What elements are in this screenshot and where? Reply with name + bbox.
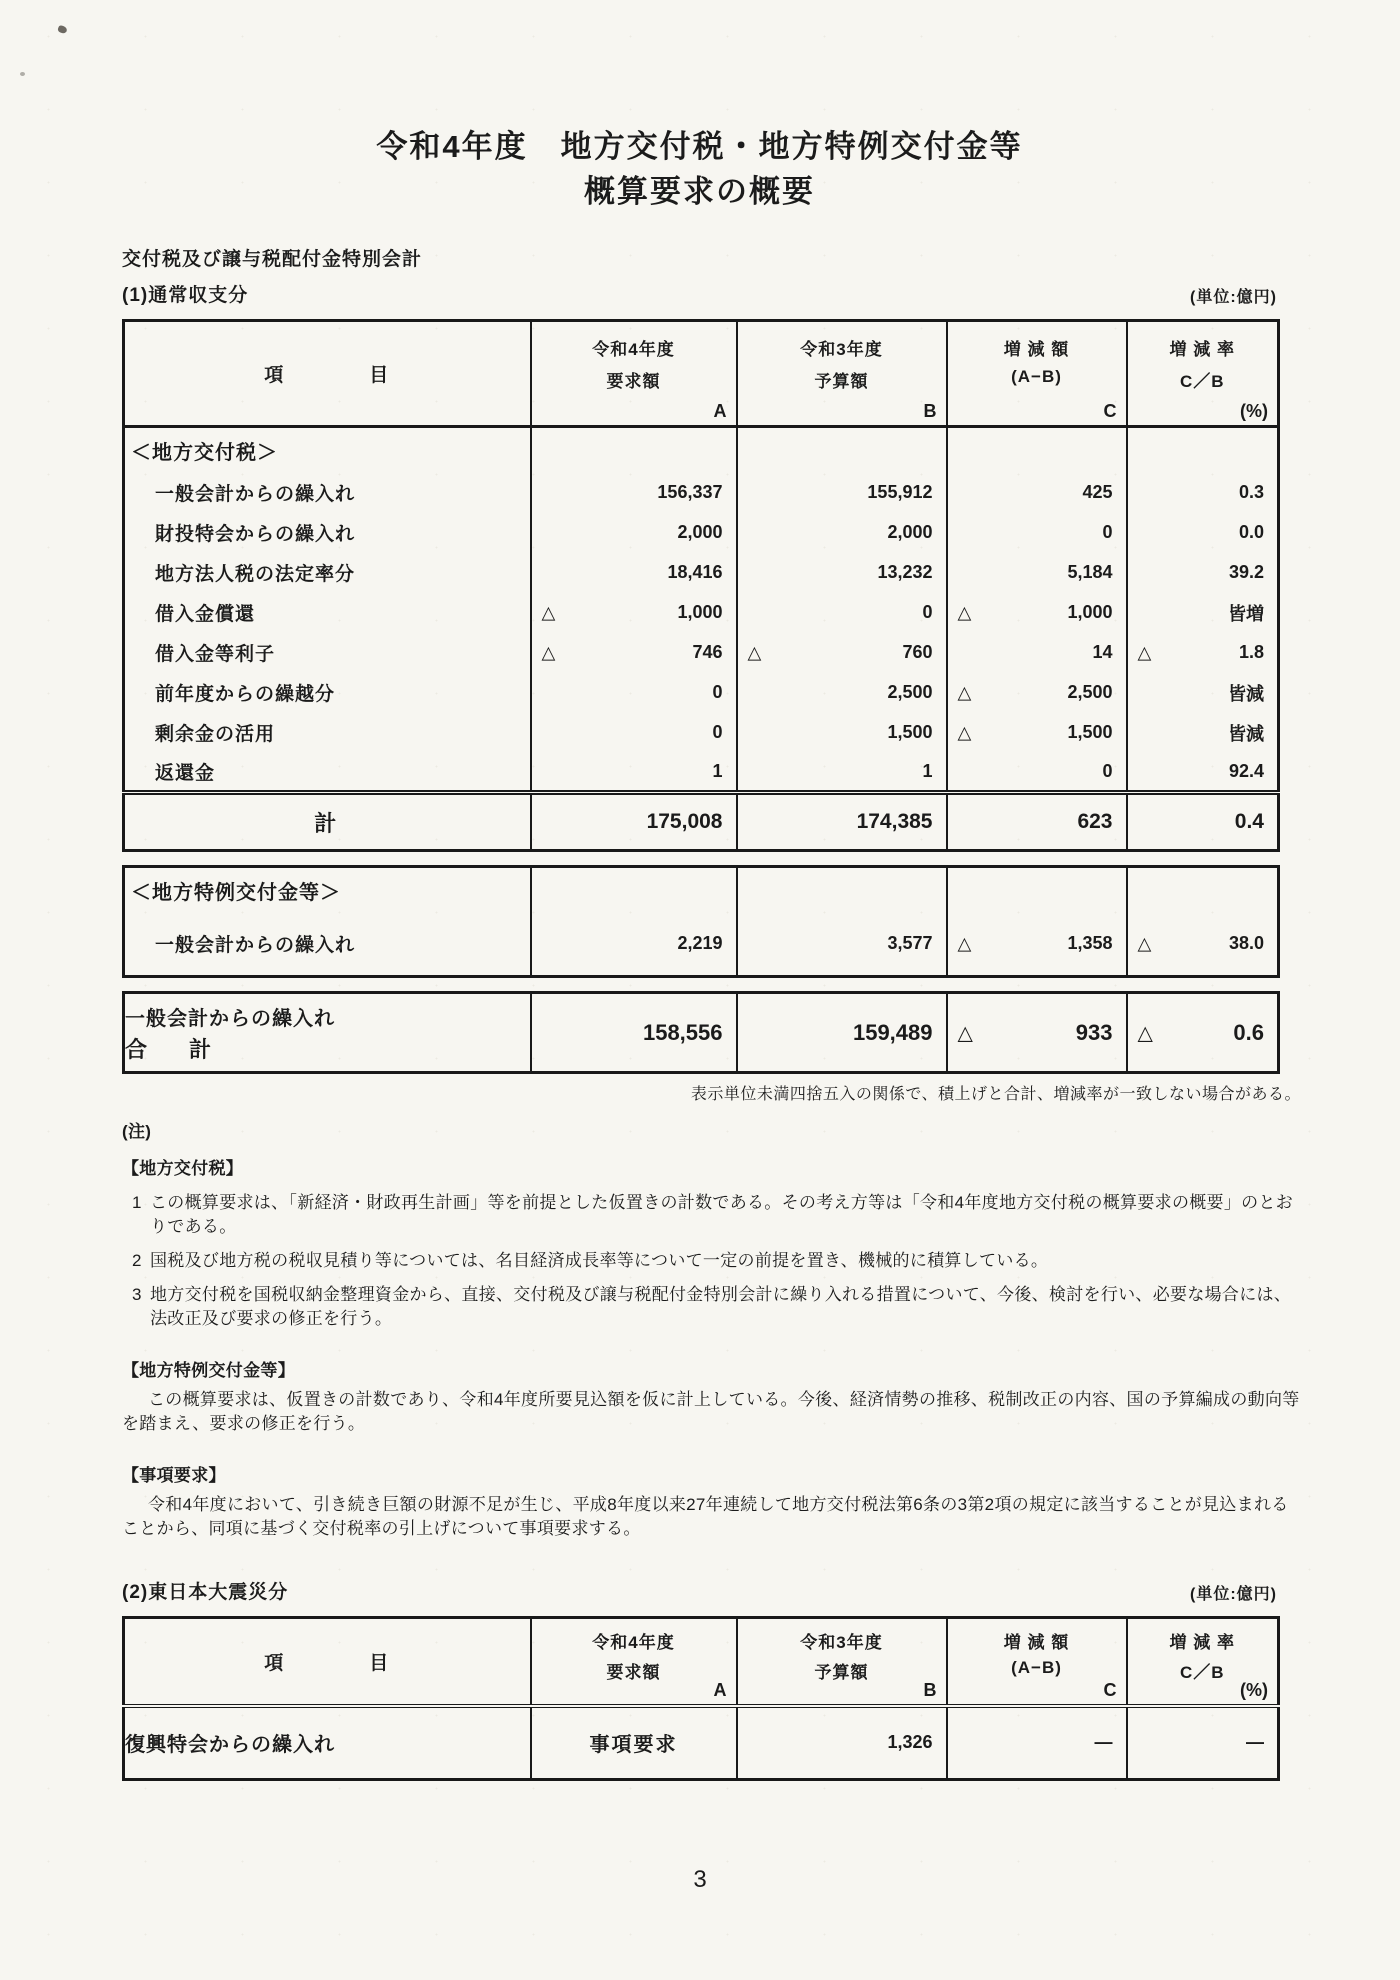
total-c: 623 (947, 793, 1127, 851)
header-item: 項 目 (124, 1618, 531, 1706)
table-row: 前年度からの繰越分 0 2,500 △ 2,500 皆減 (124, 673, 1279, 713)
notes-heading-tokurei: 【地方特例交付金等】 (122, 1361, 295, 1380)
notes-label: (注) (122, 1122, 152, 1141)
header-col-b: 令和3年度 予算額 B (737, 1618, 947, 1706)
header-item: 項 目 (124, 321, 531, 427)
section2-unit-label: (単位:億円) (1190, 1586, 1277, 1603)
title-line-1: 令和4年度 地方交付税・地方特例交付金等 (376, 129, 1023, 164)
cell-change: ― (947, 1706, 1127, 1780)
table-row (124, 1706, 1279, 1780)
table-special-grants (122, 865, 1280, 978)
section1-unit-label: (単位:億円) (1190, 289, 1277, 306)
notes-section (122, 1120, 1302, 1541)
table-earthquake (122, 1616, 1280, 1781)
document-title (122, 124, 1277, 214)
triangle-mark: △ (957, 682, 972, 702)
scan-artifact (57, 25, 68, 35)
table-row: 返還金 1 1 0 92.4 (124, 753, 1279, 793)
table-row: 地方法人税の法定率分 18,416 13,232 5,184 39.2 (124, 553, 1279, 593)
header-col-rate: 増 減 率 C／B (%) (1127, 321, 1279, 427)
note-para-jiko-yokyu: 令和4年度において、引き続き巨額の財源不足が生じ、平成8年度以来27年連続して地方交付税法第6条の3第2項の規定に該当することが見込まれることから、同項に基づく交付税率の引上げについて事項要求する。 (122, 1495, 1289, 1538)
section2-heading-row (122, 1577, 1277, 1604)
title-line-2: 概算要求の概要 (584, 174, 815, 209)
cell-budget: 1,326 (737, 1706, 947, 1780)
table-normal-balance (122, 319, 1280, 852)
header-col-c: 増 減 額 (A−B) C (947, 1618, 1127, 1706)
triangle-mark: △ (957, 1022, 973, 1044)
table-row: 財投特会からの繰入れ 2,000 2,000 0 0.0 (124, 513, 1279, 553)
triangle-mark: △ (1137, 1022, 1153, 1044)
table-row: 剰余金の活用 0 1,500 △ 1,500 皆減 (124, 713, 1279, 753)
triangle-mark: △ (1137, 933, 1152, 954)
section2-label: (2)東日本大震災分 (122, 1582, 289, 1603)
group-header-label: ＜地方交付税＞ (124, 427, 531, 473)
table-row: 一般会計からの繰入れ 2,219 3,577 △ 1,358 △ 38.0 (124, 913, 1279, 977)
note-item-2: 2 国税及び地方税の税収見積り等については、名目経済成長率等について一定の前提を置き、機械的に積算している。 (132, 1251, 1049, 1270)
table-row: 一般会計からの繰入れ 156,337 155,912 425 0.3 (124, 473, 1279, 513)
cell-request-text: 事項要求 (531, 1706, 737, 1780)
row-label: 復興特会からの繰入れ (124, 1706, 531, 1780)
table-header-row (124, 1618, 1279, 1706)
total-row (124, 793, 1279, 851)
scan-artifact (20, 72, 25, 76)
triangle-mark: △ (957, 933, 972, 954)
group-header-row (124, 867, 1279, 913)
grand-total-label: 一般会計からの繰入れ 合 計 (124, 993, 531, 1073)
triangle-mark: △ (747, 642, 762, 662)
note-item-3: 3 地方交付税を国税収納金整理資金から、直接、交付税及び譲与税配付金特別会計に繰り入れる措置について、今後、検討を行い、必要な場合には、法改正及び要求の修正を行う。 (132, 1285, 1292, 1328)
table-row: 借入金等利子 △ 746 △ 760 14 △ 1.8 (124, 633, 1279, 673)
total-b: 174,385 (737, 793, 947, 851)
triangle-mark: △ (1137, 642, 1152, 662)
header-col-a: 令和4年度 要求額 A (531, 1618, 737, 1706)
triangle-mark: △ (541, 602, 556, 622)
notes-heading-jiko-yokyu: 【事項要求】 (122, 1466, 226, 1485)
page-number: 3 (693, 1866, 707, 1893)
header-col-c: 増 減 額 (A−B) C (947, 321, 1127, 427)
notes-heading-chihokofuzei: 【地方交付税】 (122, 1159, 244, 1178)
note-para-tokurei: この概算要求は、仮置きの計数であり、令和4年度所要見込額を仮に計上している。今後、経済情勢の推移、税制改正の内容、国の予算編成の動向等を踏まえ、要求の修正を行う。 (122, 1390, 1300, 1433)
section1-label: (1)通常収支分 (122, 285, 249, 306)
cell-rate: ― (1127, 1706, 1279, 1780)
group-header-row (124, 427, 1279, 473)
total-label: 計 (124, 793, 531, 851)
header-col-rate: 増 減 率 C／B (%) (1127, 1618, 1279, 1706)
rounding-footnote: 表示単位未満四捨五入の関係で、積上げと合計、増減率が一致しない場合がある。 (690, 1086, 1301, 1103)
section2 (122, 1577, 1277, 1781)
total-a: 175,008 (531, 793, 737, 851)
group-header-label: ＜地方特例交付金等＞ (124, 867, 531, 913)
account-label: 交付税及び譲与税配付金特別会計 (122, 249, 423, 270)
total-rate: 0.4 (1127, 793, 1279, 851)
grand-total-row: 一般会計からの繰入れ 合 計 158,556 159,489 △ 933 △ 0.6 (124, 993, 1279, 1073)
header-col-b: 令和3年度 予算額 B (737, 321, 947, 427)
table-header-row (124, 321, 1279, 427)
table-row: 借入金償還 △ 1,000 0 △ 1,000 皆増 (124, 593, 1279, 633)
table-grand-total (122, 991, 1280, 1074)
section1-heading-row (122, 280, 1277, 307)
note-item-1: 1 この概算要求は、「新経済・財政再生計画」等を前提とした仮置きの計数である。その考え方等は「令和4年度地方交付税の概算要求の概要」のとおりである。 (132, 1193, 1294, 1236)
page-content (122, 0, 1301, 1781)
header-col-a: 令和4年度 要求額 A (531, 321, 737, 427)
triangle-mark: △ (541, 642, 556, 662)
triangle-mark: △ (957, 722, 972, 742)
triangle-mark: △ (957, 602, 972, 622)
